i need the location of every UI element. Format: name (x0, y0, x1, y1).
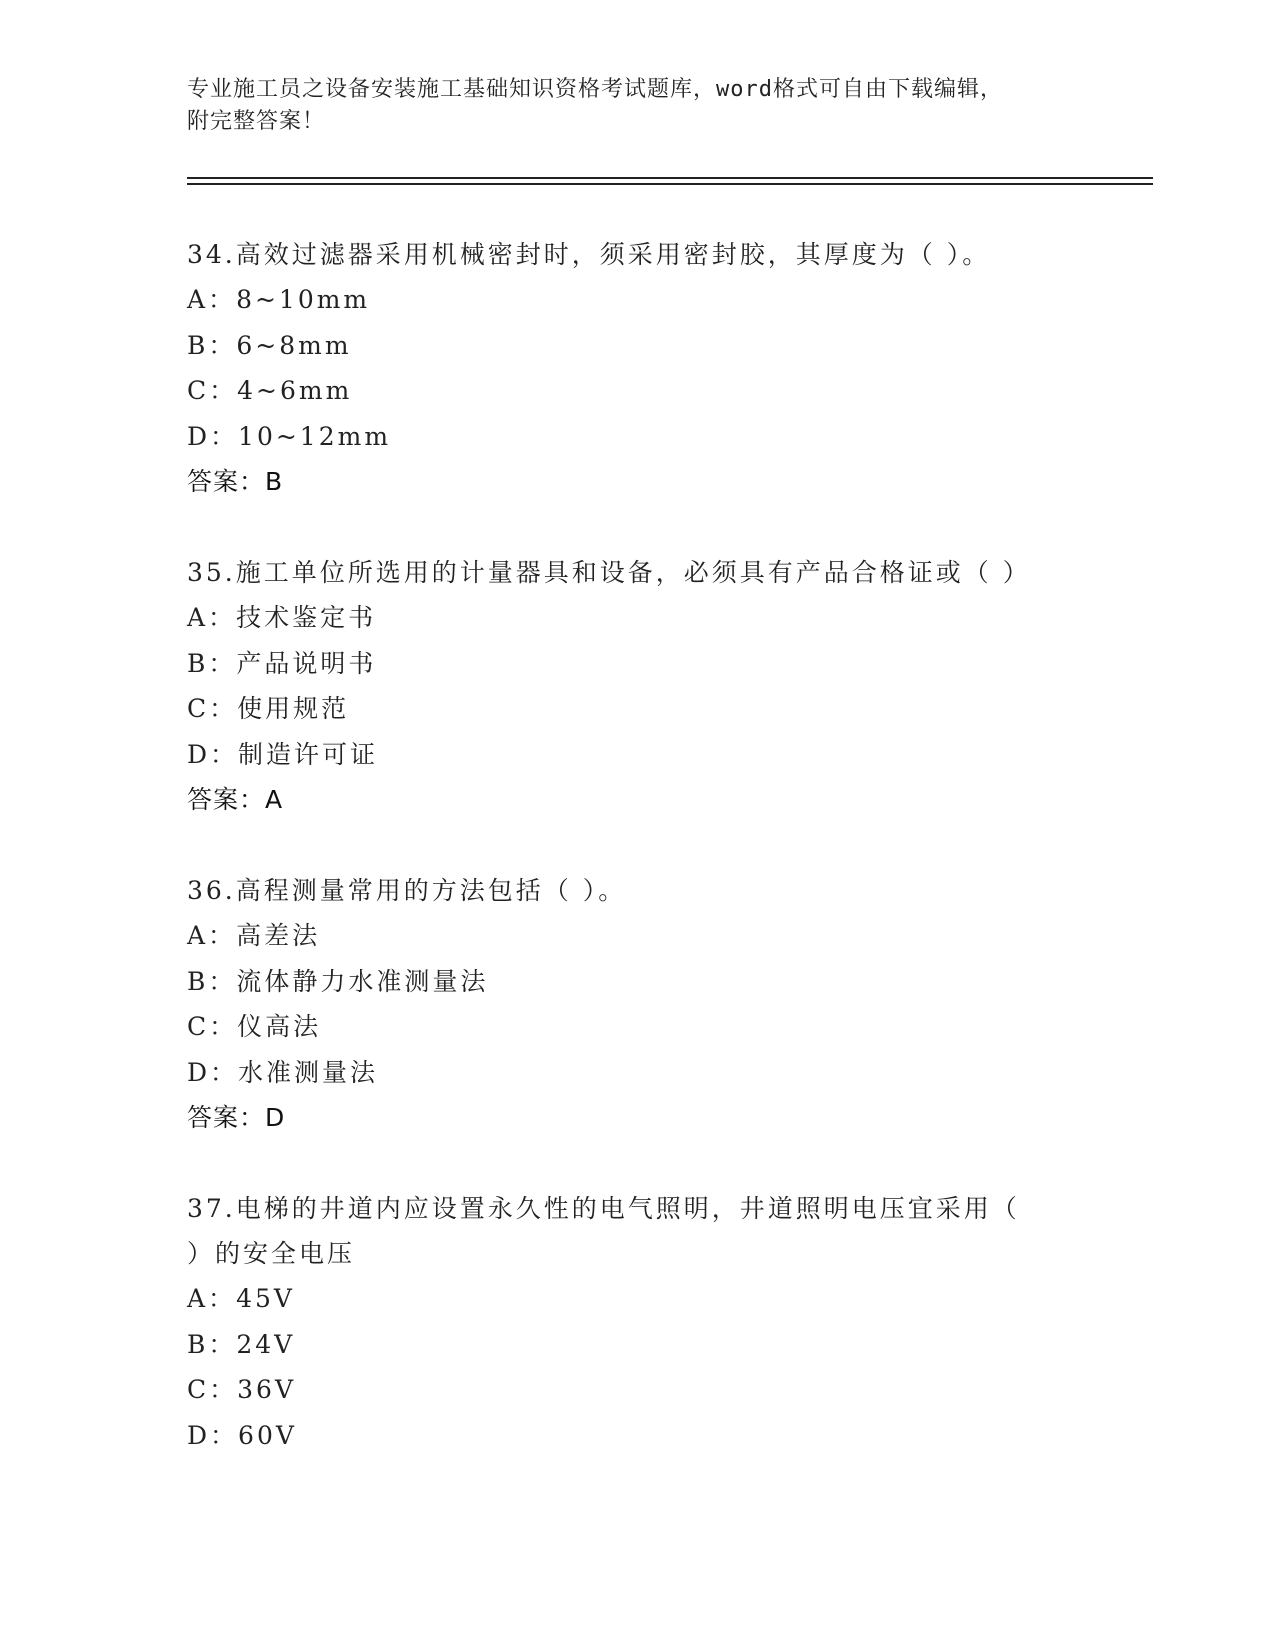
option-letter: D： (187, 421, 239, 451)
option-d (187, 732, 1087, 778)
option-b (187, 959, 1087, 1005)
option-letter: D： (187, 1420, 239, 1450)
question-37 (187, 1186, 1087, 1458)
option-letter: D： (187, 739, 239, 769)
option-a (187, 277, 1087, 323)
option-text: 使用规范 (237, 694, 350, 723)
option-text: 60V (238, 1420, 297, 1450)
option-letter: B： (187, 330, 237, 360)
option-text: 高差法 (236, 921, 321, 950)
header-line-1: 专业施工员之设备安装施工基础知识资格考试题库，word格式可自由下载编辑， (187, 77, 1003, 102)
option-letter: C： (187, 1012, 238, 1041)
answer-label: 答案：D (187, 1103, 286, 1132)
option-c (187, 1004, 1087, 1050)
option-text: 技术鉴定书 (236, 603, 377, 632)
option-letter: B： (187, 648, 237, 678)
option-text: 6~8mm (236, 330, 352, 360)
option-text: 产品说明书 (236, 648, 377, 678)
option-d (187, 1050, 1087, 1096)
option-c (187, 1367, 1087, 1413)
question-36 (187, 868, 1087, 1140)
option-text: 36V (237, 1375, 297, 1404)
option-letter: A： (187, 921, 237, 950)
option-letter: C： (187, 694, 238, 723)
option-c (187, 686, 1087, 732)
option-letter: C： (187, 376, 238, 405)
option-b (187, 641, 1087, 687)
option-letter: C： (187, 1375, 238, 1404)
option-d (187, 1413, 1087, 1459)
answer-label: 答案：A (187, 785, 284, 814)
answer-label: 答案：B (187, 467, 284, 496)
option-text: 24V (236, 1329, 296, 1359)
option-b (187, 323, 1087, 369)
question-stem-line-1: 37.电梯的井道内应设置永久性的电气照明，井道照明电压宜采用（ (187, 1194, 1020, 1223)
question-stem-line-2: ）的安全电压 (187, 1239, 356, 1268)
question-stem: 35.施工单位所选用的计量器具和设备，必须具有产品合格证或（ ） (187, 558, 1031, 587)
option-text: 4~6mm (237, 376, 353, 405)
document-header (187, 74, 1087, 138)
option-text: 制造许可证 (238, 739, 379, 769)
option-letter: B： (187, 1329, 237, 1359)
option-text: 水准测量法 (238, 1057, 379, 1087)
question-35 (187, 550, 1087, 822)
option-c (187, 368, 1087, 414)
option-a (187, 1276, 1087, 1322)
option-letter: A： (187, 1284, 237, 1313)
option-a (187, 595, 1087, 641)
option-letter: A： (187, 603, 237, 632)
option-letter: A： (187, 285, 237, 314)
option-text: 仪高法 (237, 1012, 322, 1041)
option-text: 45V (236, 1284, 295, 1313)
option-letter: D： (187, 1057, 239, 1087)
option-letter: B： (187, 966, 237, 996)
option-text: 10~12mm (238, 421, 392, 451)
header-divider-top (187, 177, 1153, 179)
question-34 (187, 232, 1087, 504)
header-line-2: 附完整答案！ (187, 109, 326, 134)
option-a (187, 913, 1087, 959)
option-text: 8~10mm (236, 285, 371, 314)
question-stem: 36.高程测量常用的方法包括（ ）。 (187, 876, 627, 905)
option-b (187, 1322, 1087, 1368)
option-d (187, 414, 1087, 460)
option-text: 流体静力水准测量法 (236, 966, 489, 996)
header-divider-bottom (187, 183, 1153, 185)
question-stem: 34.高效过滤器采用机械密封时，须采用密封胶，其厚度为（ ）。 (187, 240, 991, 269)
